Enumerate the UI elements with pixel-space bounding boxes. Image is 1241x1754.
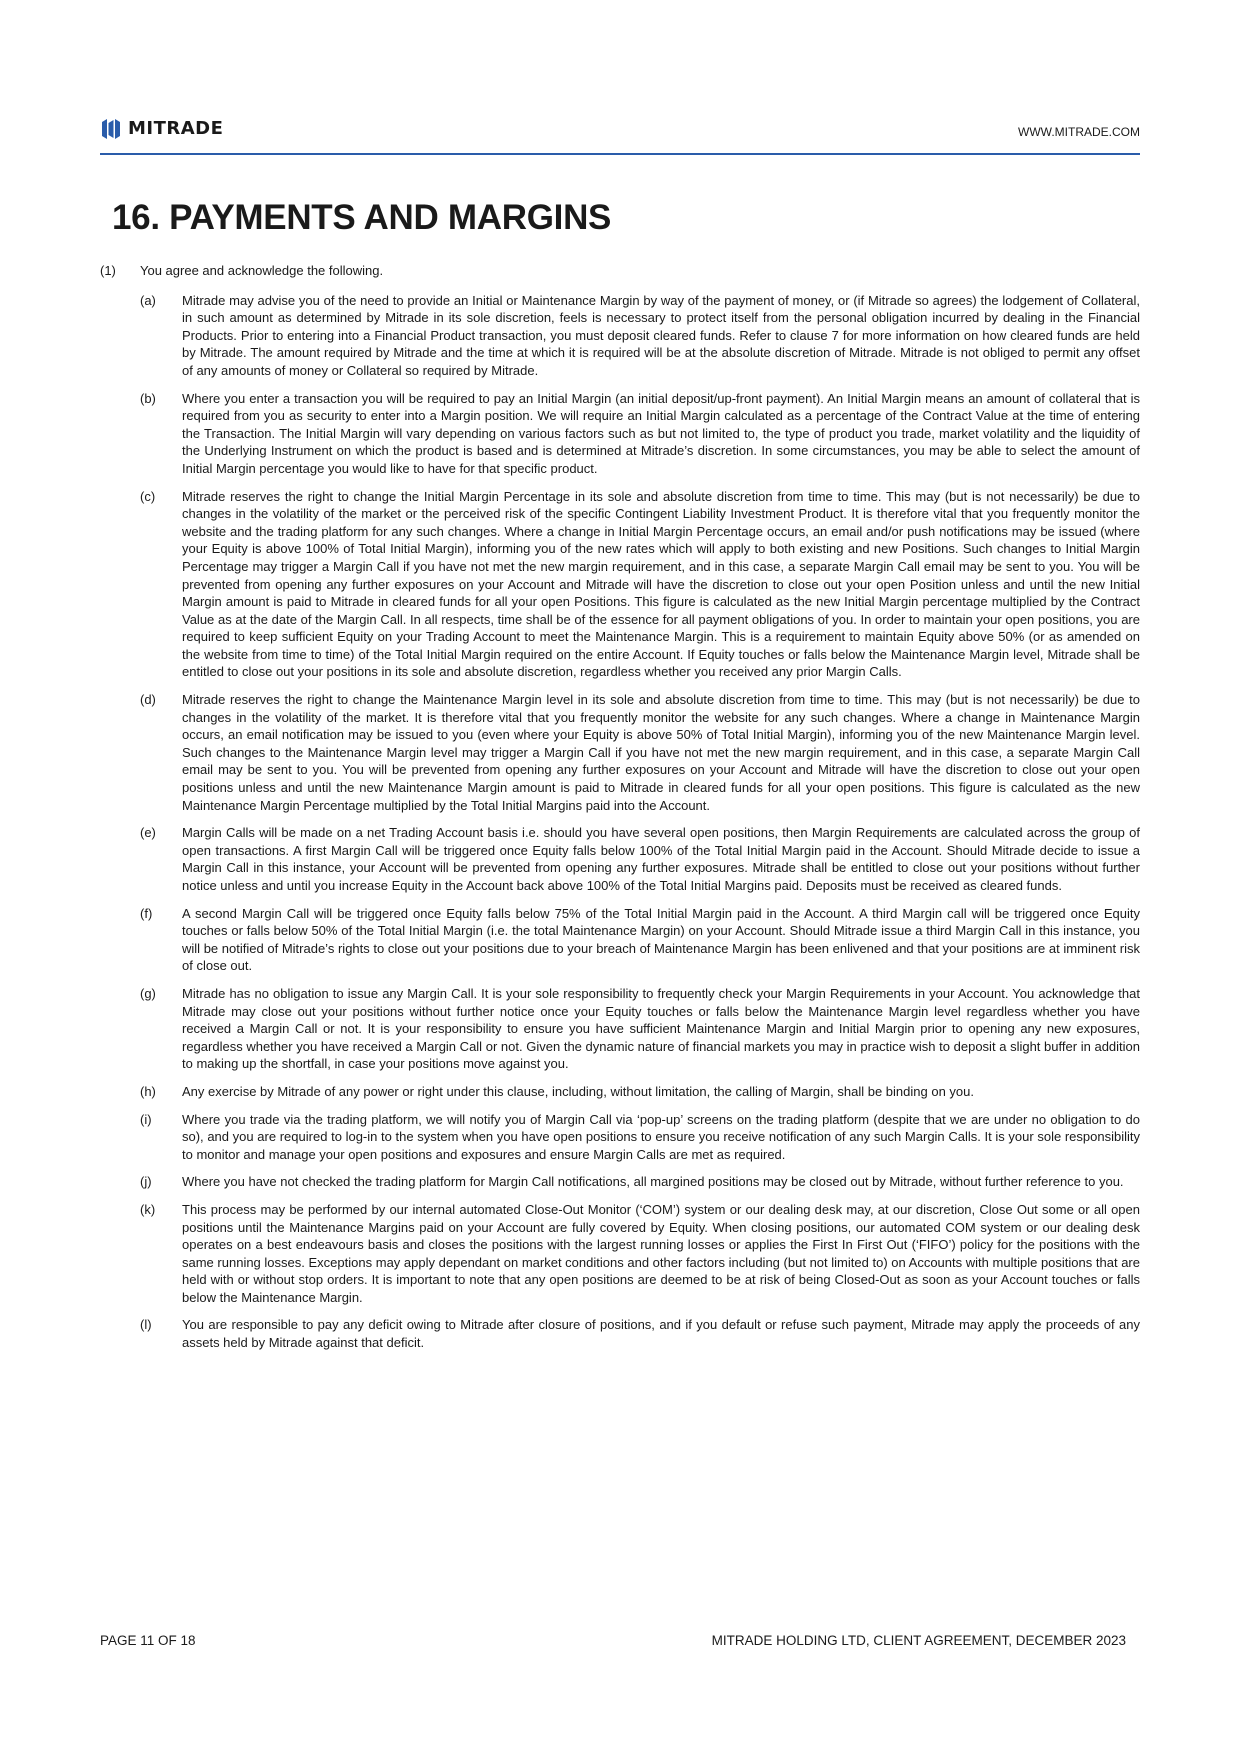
- clause-text: Mitrade has no obligation to issue any Margin Call. It is your sole responsibility to frequently check your Margin Requirements in your Account. You acknowledge that Mitrade may close out your positions without further notice once your Equity touches or falls below the Maintenance Margin level regardless whether you have received a Margin Call or not. It is your responsibility to ensure you have sufficient Maintenance Margin and Initial Margin prior to opening any new exposures, regardless whether you have received a Margin Call or not. Given the dynamic nature of financial markets you may in practice wish to deposit a slight buffer in addition to making up the shortfall, in case your positions move against you.: [182, 985, 1140, 1072]
- clause-text: Margin Calls will be made on a net Trading Account basis i.e. should you have several open positions, then Margin Requirements are calculated across the group of open transactions. A first Margin Call will be triggered once Equity falls below 100% of the Total Initial Margin paid in the Account. Should Mitrade decide to issue a Margin Call in this instance, your Account will be prevented from opening any further exposures. Mitrade shall be entitled to close out your positions without further notice unless and until you increase Equity in the Account back above 100% of the Total Initial Margins paid. Deposits must be received as cleared funds.: [182, 825, 1140, 893]
- clause-item: [100, 691, 1140, 814]
- clause-text: Mitrade reserves the right to change the Initial Margin Percentage in its sole and absolute discretion from time to time. This may (but is not necessarily) be due to changes in the volatility of the market or the perceived risk of the specific Contingent Liability Investment Product. It is therefore vital that you frequently monitor the website and the trading platform for any such changes. Where a change in Initial Margin Percentage occurs, an email and/or push notifications may be issued (where your Equity is above 100% of Total Initial Margin), informing you of the new rates which will apply to both existing and new Positions. Such changes to Initial Margin Percentage may trigger a Margin Call if you have not met the new margin requirement, and in this case, a separate Margin Call email may be sent to you. You will be prevented from opening any further exposures on your Account and Mitrade will have the discretion to close out your open Position unless and until the new Initial Margin amount is paid to Mitrade in cleared funds for all your open Positions. This figure is calculated as the new Initial Margin percentage multiplied by the Contract Value as at the date of the Margin Call. In all respects, time shall be of the essence for all payment obligations of you. In order to maintain your open positions, you are required to keep sufficient Equity on your Trading Account to meet the Maintenance Margin. This is a requirement to maintain Equity above 50% (or as amended on the website from time to time) of the Total Initial Margin required on the entire Account. If Equity touches or falls below the Maintenance Margin level, Mitrade shall be entitled to close out your positions in its sole and absolute discretion, regardless whether you received any prior Margin Calls.: [182, 488, 1140, 680]
- clause-text: Where you trade via the trading platform, we will notify you of Margin Call via ‘pop-up’ screens on the trading platform (despite that we are under no obligation to do so), and you are required to log-in to the system when you have open positions to ensure you receive notification of any such Margin Calls. It is your sole responsibility to monitor and manage your open positions and exposures and ensure Margin Calls are met as required.: [182, 1111, 1140, 1162]
- clause-label: (g): [140, 985, 156, 1001]
- mitrade-logo-icon: [100, 117, 122, 141]
- clause-text: You are responsible to pay any deficit owing to Mitrade after closure of positions, and if you default or refuse such payment, Mitrade may apply the proceeds of any assets held by Mitrade against that deficit.: [182, 1317, 1140, 1351]
- clause-label: (l): [140, 1317, 152, 1333]
- mitrade-logo: [100, 117, 223, 141]
- clause-text: Any exercise by Mitrade of any power or right under this clause, including, without limitation, the calling of Margin, shall be binding on you.: [182, 1083, 974, 1099]
- clause-label: (h): [140, 1083, 156, 1099]
- logo-wordmark: MITRADE: [128, 118, 224, 139]
- clause-item: [100, 824, 1140, 894]
- clause-text: Where you enter a transaction you will be required to pay an Initial Margin (an initial deposit/up-front payment). An Initial Margin means an amount of collateral that is required from you as security to enter into a Margin position. We will require an Initial Margin calculated as a percentage of the Contract Value at the time of entering the Transaction. The Initial Margin will vary depending on various factors such as but not limited to, the type of product you trade, market volatility and the liquidity of the Underlying Instrument on which the product is based and is determined at Mitrade’s discretion. In some circumstances, you may be able to select the amount of Initial Margin percentage you would like to have for that specific product.: [182, 390, 1140, 476]
- clause-label: (j): [140, 1174, 152, 1190]
- intro-text: You agree and acknowledge the following.: [140, 263, 384, 278]
- intro-paragraph: [100, 262, 1140, 280]
- clause-label: (d): [140, 692, 156, 708]
- section-title: 16. PAYMENTS AND MARGINS: [112, 198, 612, 237]
- website-url[interactable]: WWW.MITRADE.COM: [1018, 125, 1140, 139]
- clause-text: Where you have not checked the trading platform for Margin Call notifications, all margined positions may be closed out by Mitrade, without further reference to you.: [182, 1174, 1124, 1190]
- clause-label: (k): [140, 1201, 156, 1217]
- clause-label: (b): [140, 390, 156, 406]
- clause-item: [100, 1111, 1140, 1164]
- clause-text: This process may be performed by our internal automated Close-Out Monitor (‘COM’) system or our dealing desk may, at our discretion, Close Out some or all open positions until the Maintenance Margins paid on your Account are fully covered by Equity. When closing positions, our automated COM system or our dealing desk operates on a best endeavours basis and closes the positions with the largest running losses or applies the First In First Out (‘FIFO’) policy for the positions with the same running losses. Exceptions may apply dependant on market conditions and other factors including (but not limited to) on Accounts with multiple positions that are held with or without stop orders. It is important to note that any open positions are deemed to be at risk of being Closed-Out as soon as your Account touches or falls below the Maintenance Margin.: [182, 1201, 1140, 1305]
- clause-text: Mitrade reserves the right to change the Maintenance Margin level in its sole and absolute discretion from time to time. This may (but is not necessarily) be due to changes in the volatility of the market. It is therefore vital that you frequently monitor the website for any such changes. Where a change in Maintenance Margin occurs, an email notification may be issued to you (even where your Equity is above 50% of Total Initial Margin), informing you of the new Maintenance Margin level. Such changes to the Maintenance Margin level may trigger a Margin Call if you have not met the new margin requirement, and in this case, a separate Margin Call email may be sent to you. You will be prevented from opening any further exposures on your Account and Mitrade will have the discretion to close out your open positions unless and until the new Maintenance Margin amount is paid to Mitrade in cleared funds for all your open positions. This figure is calculated as the new Maintenance Margin Percentage multiplied by the Total Initial Margins paid into the Account.: [182, 692, 1140, 813]
- clause-label: (e): [140, 825, 156, 841]
- clause-item: [100, 1083, 1140, 1101]
- clause-item: [100, 390, 1140, 478]
- clause-label: (c): [140, 488, 156, 504]
- page-number: PAGE 11 OF 18: [100, 1633, 196, 1648]
- document-footer: MITRADE HOLDING LTD, CLIENT AGREEMENT, DECEMBER 2023: [711, 1633, 1126, 1648]
- clause-item: [100, 292, 1140, 380]
- intro-number: (1): [100, 263, 116, 278]
- page-header: [100, 115, 1140, 155]
- clause-list: [100, 292, 1140, 1352]
- clause-label: (a): [140, 292, 156, 308]
- clause-item: [100, 488, 1140, 682]
- clause-item: [100, 905, 1140, 975]
- clause-label: (i): [140, 1111, 152, 1127]
- clause-item: [100, 1201, 1140, 1307]
- clause-text: A second Margin Call will be triggered once Equity falls below 75% of the Total Initial Margin paid in the Account. A third Margin call will be triggered once Equity touches or falls below 50% of the Total Initial Margin (i.e. the total Maintenance Margin) on your Account. Should Mitrade issue a third Margin Call in this instance, you will be notified of Mitrade’s rights to close out your positions due to your breach of Maintenance Margin has been enlivened and that your positions are at imminent risk of close out.: [182, 905, 1140, 974]
- clause-item: [100, 1316, 1140, 1351]
- clause-text: Mitrade may advise you of the need to provide an Initial or Maintenance Margin by way of the payment of money, or (if Mitrade so agrees) the lodgement of Collateral, in such amount as determined by Mitrade in its sole discretion, feels is necessary to protect itself from the personal obligation incurred by dealing in the Financial Products. Prior to entering into a Financial Product transaction, you must deposit cleared funds. Refer to clause 7 for more information on how cleared funds are held by Mitrade. The amount required by Mitrade and the time at which it is required will be at the absolute discretion of Mitrade. Mitrade is not obliged to permit any offset of any amounts of money or Collateral so required by Mitrade.: [182, 292, 1140, 378]
- section-body: [100, 262, 1140, 1362]
- clause-label: (f): [140, 905, 153, 921]
- clause-item: [100, 1173, 1140, 1191]
- clause-item: [100, 985, 1140, 1073]
